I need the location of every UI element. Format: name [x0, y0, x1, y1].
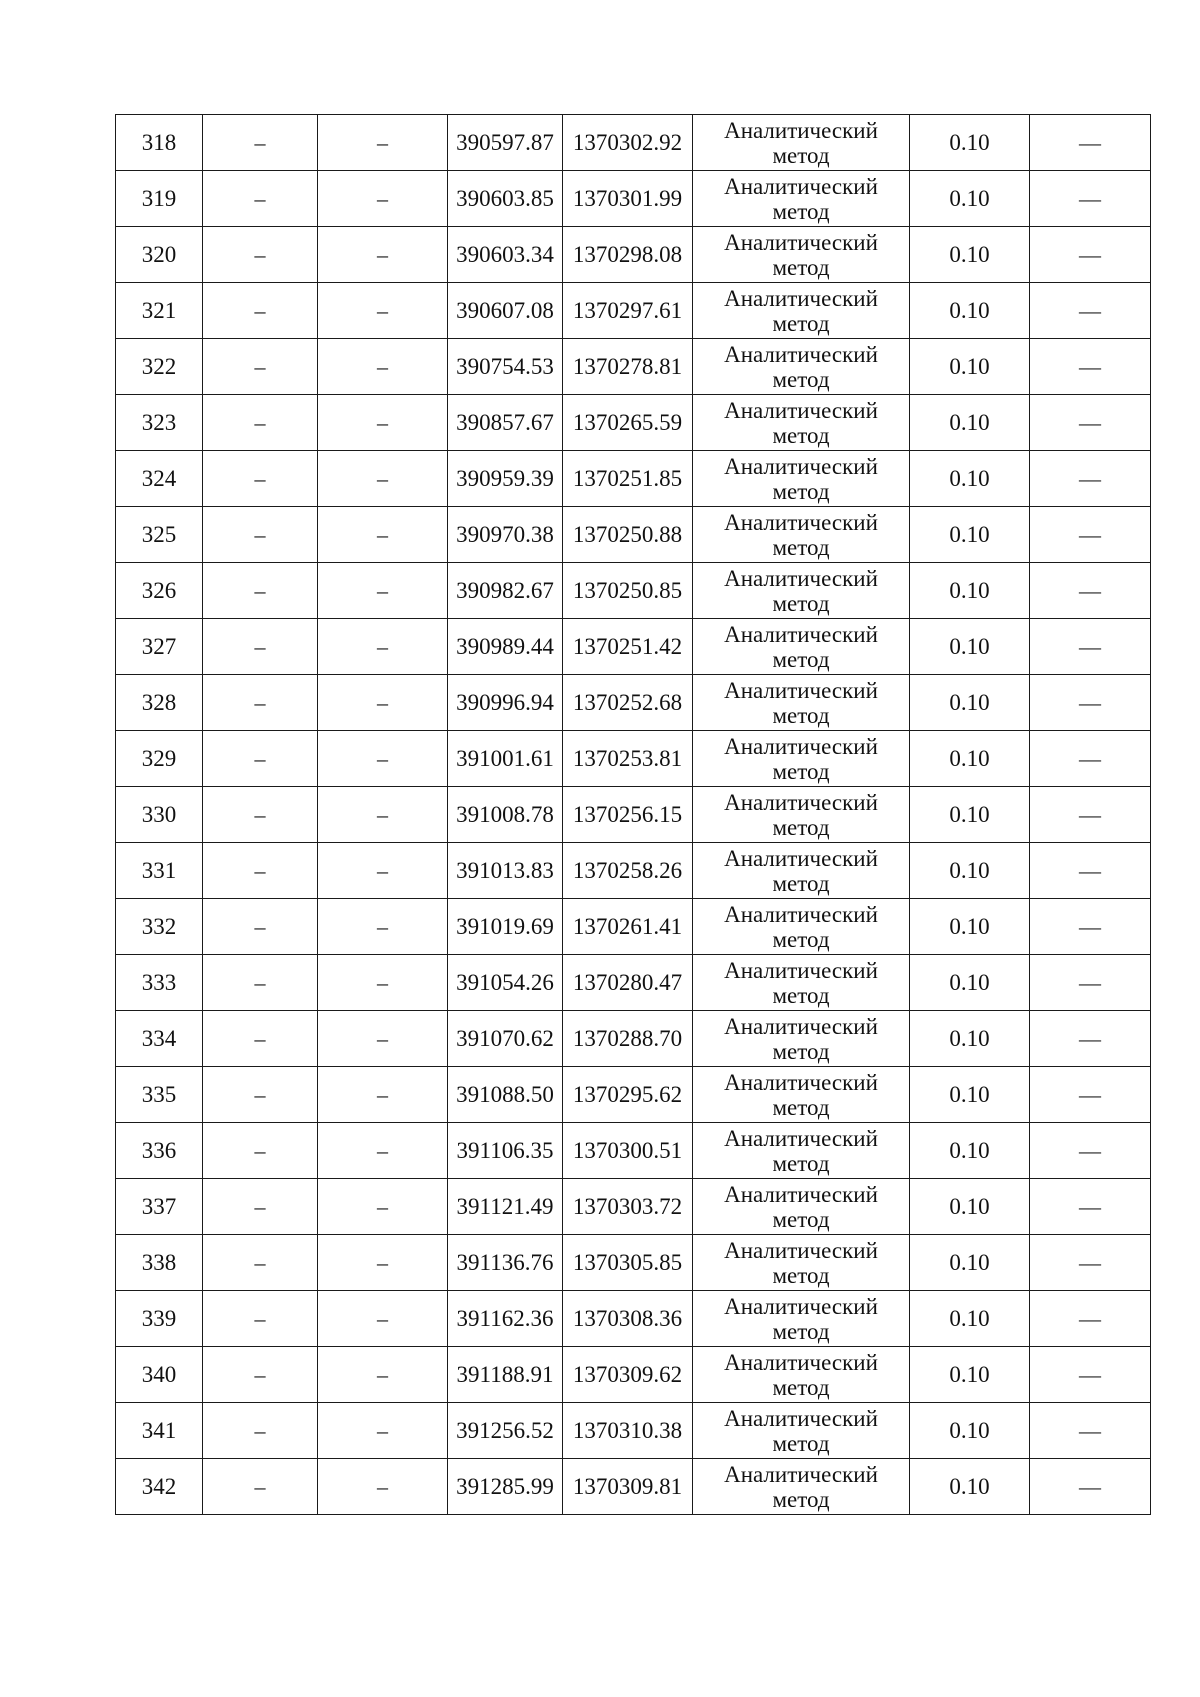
y-coordinate-cell: 1370297.61 [563, 283, 693, 339]
method-cell [693, 283, 910, 339]
method-line-2: метод [772, 366, 830, 392]
note-dash-cell: — [1030, 115, 1151, 171]
x-coordinate-cell: 390603.34 [448, 227, 563, 283]
table-row [116, 1123, 1151, 1179]
method-line-1: Аналитический [724, 1125, 878, 1151]
method-line-1: Аналитический [724, 1181, 878, 1207]
point-number-cell: 337 [116, 1179, 203, 1235]
note-dash-cell: — [1030, 1179, 1151, 1235]
note-dash-cell: — [1030, 395, 1151, 451]
point-number-cell: 321 [116, 283, 203, 339]
x-coordinate-cell: 391188.91 [448, 1347, 563, 1403]
table-row [116, 451, 1151, 507]
point-number-cell: 329 [116, 731, 203, 787]
accuracy-cell: 0.10 [910, 339, 1030, 395]
accuracy-cell: 0.10 [910, 1291, 1030, 1347]
x-coordinate-cell: 391136.76 [448, 1235, 563, 1291]
empty-dash-cell: – [318, 395, 448, 451]
method-line-1: Аналитический [724, 1013, 878, 1039]
y-coordinate-cell: 1370295.62 [563, 1067, 693, 1123]
point-number-cell: 339 [116, 1291, 203, 1347]
note-dash-cell: — [1030, 563, 1151, 619]
method-line-2: метод [772, 534, 830, 560]
note-dash-cell: — [1030, 1291, 1151, 1347]
method-line-2: метод [772, 702, 830, 728]
empty-dash-cell: – [203, 731, 318, 787]
point-number-cell: 336 [116, 1123, 203, 1179]
method-line-2: метод [772, 1262, 830, 1288]
x-coordinate-cell: 391162.36 [448, 1291, 563, 1347]
method-line-2: метод [772, 646, 830, 672]
accuracy-cell: 0.10 [910, 563, 1030, 619]
method-line-1: Аналитический [724, 285, 878, 311]
y-coordinate-cell: 1370305.85 [563, 1235, 693, 1291]
empty-dash-cell: – [203, 171, 318, 227]
point-number-cell: 335 [116, 1067, 203, 1123]
table-row [116, 675, 1151, 731]
accuracy-cell: 0.10 [910, 115, 1030, 171]
empty-dash-cell: – [203, 507, 318, 563]
y-coordinate-cell: 1370253.81 [563, 731, 693, 787]
table-row [116, 899, 1151, 955]
point-number-cell: 328 [116, 675, 203, 731]
method-cell [693, 1403, 910, 1459]
method-line-2: метод [772, 982, 830, 1008]
point-number-cell: 338 [116, 1235, 203, 1291]
method-line-1: Аналитический [724, 117, 878, 143]
note-dash-cell: — [1030, 899, 1151, 955]
method-line-1: Аналитический [724, 341, 878, 367]
point-number-cell: 334 [116, 1011, 203, 1067]
table-row [116, 1291, 1151, 1347]
point-number-cell: 340 [116, 1347, 203, 1403]
method-line-2: метод [772, 1038, 830, 1064]
point-number-cell: 333 [116, 955, 203, 1011]
accuracy-cell: 0.10 [910, 731, 1030, 787]
table-row [116, 1403, 1151, 1459]
method-line-1: Аналитический [724, 1293, 878, 1319]
table-row [116, 1459, 1151, 1515]
table-row [116, 283, 1151, 339]
method-line-1: Аналитический [724, 621, 878, 647]
table-row [116, 507, 1151, 563]
x-coordinate-cell: 390989.44 [448, 619, 563, 675]
table-row [116, 619, 1151, 675]
method-line-1: Аналитический [724, 901, 878, 927]
method-line-2: метод [772, 1486, 830, 1512]
empty-dash-cell: – [203, 1067, 318, 1123]
y-coordinate-cell: 1370301.99 [563, 171, 693, 227]
accuracy-cell: 0.10 [910, 843, 1030, 899]
point-number-cell: 332 [116, 899, 203, 955]
empty-dash-cell: – [318, 227, 448, 283]
note-dash-cell: — [1030, 1011, 1151, 1067]
method-line-1: Аналитический [724, 733, 878, 759]
method-cell [693, 171, 910, 227]
method-line-1: Аналитический [724, 1237, 878, 1263]
accuracy-cell: 0.10 [910, 1067, 1030, 1123]
method-line-1: Аналитический [724, 1461, 878, 1487]
y-coordinate-cell: 1370261.41 [563, 899, 693, 955]
empty-dash-cell: – [318, 339, 448, 395]
empty-dash-cell: – [318, 283, 448, 339]
empty-dash-cell: – [318, 955, 448, 1011]
x-coordinate-cell: 390603.85 [448, 171, 563, 227]
point-number-cell: 322 [116, 339, 203, 395]
empty-dash-cell: – [203, 563, 318, 619]
note-dash-cell: — [1030, 227, 1151, 283]
y-coordinate-cell: 1370278.81 [563, 339, 693, 395]
x-coordinate-cell: 391019.69 [448, 899, 563, 955]
y-coordinate-cell: 1370256.15 [563, 787, 693, 843]
method-cell [693, 1459, 910, 1515]
method-line-2: метод [772, 310, 830, 336]
empty-dash-cell: – [203, 1011, 318, 1067]
method-cell [693, 1067, 910, 1123]
accuracy-cell: 0.10 [910, 1459, 1030, 1515]
empty-dash-cell: – [318, 1403, 448, 1459]
x-coordinate-cell: 391008.78 [448, 787, 563, 843]
empty-dash-cell: – [203, 339, 318, 395]
method-line-2: метод [772, 590, 830, 616]
empty-dash-cell: – [203, 1347, 318, 1403]
method-line-1: Аналитический [724, 565, 878, 591]
note-dash-cell: — [1030, 1459, 1151, 1515]
table-row [116, 787, 1151, 843]
accuracy-cell: 0.10 [910, 899, 1030, 955]
note-dash-cell: — [1030, 843, 1151, 899]
y-coordinate-cell: 1370309.62 [563, 1347, 693, 1403]
table-row [116, 731, 1151, 787]
method-line-2: метод [772, 814, 830, 840]
y-coordinate-cell: 1370280.47 [563, 955, 693, 1011]
table-row [116, 1179, 1151, 1235]
empty-dash-cell: – [318, 1179, 448, 1235]
empty-dash-cell: – [203, 619, 318, 675]
y-coordinate-cell: 1370303.72 [563, 1179, 693, 1235]
method-line-1: Аналитический [724, 789, 878, 815]
empty-dash-cell: – [203, 1291, 318, 1347]
point-number-cell: 330 [116, 787, 203, 843]
note-dash-cell: — [1030, 1347, 1151, 1403]
empty-dash-cell: – [203, 1459, 318, 1515]
empty-dash-cell: – [203, 955, 318, 1011]
note-dash-cell: — [1030, 1403, 1151, 1459]
method-line-2: метод [772, 422, 830, 448]
x-coordinate-cell: 391013.83 [448, 843, 563, 899]
empty-dash-cell: – [203, 1123, 318, 1179]
x-coordinate-cell: 390970.38 [448, 507, 563, 563]
y-coordinate-cell: 1370250.85 [563, 563, 693, 619]
method-cell [693, 339, 910, 395]
method-cell [693, 675, 910, 731]
method-cell [693, 451, 910, 507]
note-dash-cell: — [1030, 1123, 1151, 1179]
method-line-2: метод [772, 478, 830, 504]
point-number-cell: 319 [116, 171, 203, 227]
accuracy-cell: 0.10 [910, 787, 1030, 843]
method-line-1: Аналитический [724, 229, 878, 255]
empty-dash-cell: – [318, 1235, 448, 1291]
point-number-cell: 325 [116, 507, 203, 563]
empty-dash-cell: – [318, 1459, 448, 1515]
accuracy-cell: 0.10 [910, 1235, 1030, 1291]
accuracy-cell: 0.10 [910, 1011, 1030, 1067]
y-coordinate-cell: 1370302.92 [563, 115, 693, 171]
method-line-1: Аналитический [724, 845, 878, 871]
empty-dash-cell: – [203, 283, 318, 339]
table-body [116, 115, 1151, 1515]
empty-dash-cell: – [203, 899, 318, 955]
note-dash-cell: — [1030, 1235, 1151, 1291]
accuracy-cell: 0.10 [910, 1347, 1030, 1403]
method-line-2: метод [772, 1150, 830, 1176]
y-coordinate-cell: 1370288.70 [563, 1011, 693, 1067]
empty-dash-cell: – [203, 451, 318, 507]
y-coordinate-cell: 1370250.88 [563, 507, 693, 563]
accuracy-cell: 0.10 [910, 675, 1030, 731]
note-dash-cell: — [1030, 1067, 1151, 1123]
empty-dash-cell: – [318, 619, 448, 675]
empty-dash-cell: – [318, 843, 448, 899]
y-coordinate-cell: 1370310.38 [563, 1403, 693, 1459]
note-dash-cell: — [1030, 619, 1151, 675]
y-coordinate-cell: 1370300.51 [563, 1123, 693, 1179]
method-line-2: метод [772, 870, 830, 896]
note-dash-cell: — [1030, 675, 1151, 731]
x-coordinate-cell: 390996.94 [448, 675, 563, 731]
table-row [116, 843, 1151, 899]
method-line-2: метод [772, 198, 830, 224]
empty-dash-cell: – [318, 899, 448, 955]
y-coordinate-cell: 1370298.08 [563, 227, 693, 283]
accuracy-cell: 0.10 [910, 283, 1030, 339]
method-cell [693, 1123, 910, 1179]
point-number-cell: 318 [116, 115, 203, 171]
table-row [116, 227, 1151, 283]
empty-dash-cell: – [203, 227, 318, 283]
empty-dash-cell: – [203, 787, 318, 843]
note-dash-cell: — [1030, 339, 1151, 395]
x-coordinate-cell: 391001.61 [448, 731, 563, 787]
y-coordinate-cell: 1370252.68 [563, 675, 693, 731]
method-cell [693, 619, 910, 675]
x-coordinate-cell: 391285.99 [448, 1459, 563, 1515]
x-coordinate-cell: 390597.87 [448, 115, 563, 171]
method-cell [693, 395, 910, 451]
note-dash-cell: — [1030, 507, 1151, 563]
y-coordinate-cell: 1370308.36 [563, 1291, 693, 1347]
method-cell [693, 731, 910, 787]
method-line-1: Аналитический [724, 677, 878, 703]
method-cell [693, 1347, 910, 1403]
method-line-2: метод [772, 1430, 830, 1456]
accuracy-cell: 0.10 [910, 227, 1030, 283]
empty-dash-cell: – [203, 1235, 318, 1291]
table-row [116, 339, 1151, 395]
x-coordinate-cell: 391088.50 [448, 1067, 563, 1123]
empty-dash-cell: – [203, 395, 318, 451]
coordinates-table [115, 114, 1151, 1515]
empty-dash-cell: – [203, 1179, 318, 1235]
method-cell [693, 115, 910, 171]
note-dash-cell: — [1030, 171, 1151, 227]
x-coordinate-cell: 391054.26 [448, 955, 563, 1011]
x-coordinate-cell: 391256.52 [448, 1403, 563, 1459]
note-dash-cell: — [1030, 955, 1151, 1011]
method-line-2: метод [772, 1374, 830, 1400]
x-coordinate-cell: 390857.67 [448, 395, 563, 451]
empty-dash-cell: – [318, 115, 448, 171]
method-cell [693, 1011, 910, 1067]
point-number-cell: 331 [116, 843, 203, 899]
method-line-1: Аналитический [724, 453, 878, 479]
empty-dash-cell: – [203, 1403, 318, 1459]
x-coordinate-cell: 390607.08 [448, 283, 563, 339]
empty-dash-cell: – [318, 171, 448, 227]
table-row [116, 171, 1151, 227]
accuracy-cell: 0.10 [910, 1123, 1030, 1179]
x-coordinate-cell: 390959.39 [448, 451, 563, 507]
accuracy-cell: 0.10 [910, 619, 1030, 675]
method-cell [693, 1291, 910, 1347]
accuracy-cell: 0.10 [910, 171, 1030, 227]
empty-dash-cell: – [318, 1291, 448, 1347]
method-cell [693, 1235, 910, 1291]
method-line-2: метод [772, 758, 830, 784]
method-line-2: метод [772, 142, 830, 168]
x-coordinate-cell: 391106.35 [448, 1123, 563, 1179]
table-row [116, 563, 1151, 619]
empty-dash-cell: – [318, 675, 448, 731]
x-coordinate-cell: 391070.62 [448, 1011, 563, 1067]
method-cell [693, 507, 910, 563]
x-coordinate-cell: 391121.49 [448, 1179, 563, 1235]
method-line-2: метод [772, 1318, 830, 1344]
method-line-1: Аналитический [724, 509, 878, 535]
point-number-cell: 324 [116, 451, 203, 507]
method-line-2: метод [772, 926, 830, 952]
table-row [116, 955, 1151, 1011]
point-number-cell: 320 [116, 227, 203, 283]
method-cell [693, 787, 910, 843]
method-line-1: Аналитический [724, 1349, 878, 1375]
x-coordinate-cell: 390982.67 [448, 563, 563, 619]
accuracy-cell: 0.10 [910, 507, 1030, 563]
accuracy-cell: 0.10 [910, 395, 1030, 451]
y-coordinate-cell: 1370309.81 [563, 1459, 693, 1515]
method-line-1: Аналитический [724, 397, 878, 423]
table-row [116, 1347, 1151, 1403]
method-cell [693, 1179, 910, 1235]
accuracy-cell: 0.10 [910, 451, 1030, 507]
method-cell [693, 843, 910, 899]
method-line-1: Аналитический [724, 1405, 878, 1431]
method-cell [693, 955, 910, 1011]
empty-dash-cell: – [318, 731, 448, 787]
point-number-cell: 327 [116, 619, 203, 675]
y-coordinate-cell: 1370258.26 [563, 843, 693, 899]
note-dash-cell: — [1030, 787, 1151, 843]
empty-dash-cell: – [318, 1067, 448, 1123]
table-row [116, 395, 1151, 451]
note-dash-cell: — [1030, 283, 1151, 339]
empty-dash-cell: – [318, 563, 448, 619]
table-row [116, 115, 1151, 171]
empty-dash-cell: – [318, 507, 448, 563]
method-cell [693, 563, 910, 619]
empty-dash-cell: – [203, 843, 318, 899]
empty-dash-cell: – [318, 451, 448, 507]
method-cell [693, 899, 910, 955]
method-line-2: метод [772, 1094, 830, 1120]
method-line-2: метод [772, 254, 830, 280]
y-coordinate-cell: 1370251.42 [563, 619, 693, 675]
table-row [116, 1011, 1151, 1067]
y-coordinate-cell: 1370251.85 [563, 451, 693, 507]
method-line-1: Аналитический [724, 173, 878, 199]
method-line-1: Аналитический [724, 1069, 878, 1095]
accuracy-cell: 0.10 [910, 1179, 1030, 1235]
empty-dash-cell: – [318, 1011, 448, 1067]
note-dash-cell: — [1030, 731, 1151, 787]
empty-dash-cell: – [318, 1347, 448, 1403]
method-line-2: метод [772, 1206, 830, 1232]
point-number-cell: 326 [116, 563, 203, 619]
empty-dash-cell: – [318, 1123, 448, 1179]
point-number-cell: 342 [116, 1459, 203, 1515]
method-line-1: Аналитический [724, 957, 878, 983]
empty-dash-cell: – [318, 787, 448, 843]
accuracy-cell: 0.10 [910, 1403, 1030, 1459]
note-dash-cell: — [1030, 451, 1151, 507]
empty-dash-cell: – [203, 115, 318, 171]
point-number-cell: 323 [116, 395, 203, 451]
table-row [116, 1067, 1151, 1123]
accuracy-cell: 0.10 [910, 955, 1030, 1011]
method-cell [693, 227, 910, 283]
table-row [116, 1235, 1151, 1291]
empty-dash-cell: – [203, 675, 318, 731]
x-coordinate-cell: 390754.53 [448, 339, 563, 395]
y-coordinate-cell: 1370265.59 [563, 395, 693, 451]
point-number-cell: 341 [116, 1403, 203, 1459]
